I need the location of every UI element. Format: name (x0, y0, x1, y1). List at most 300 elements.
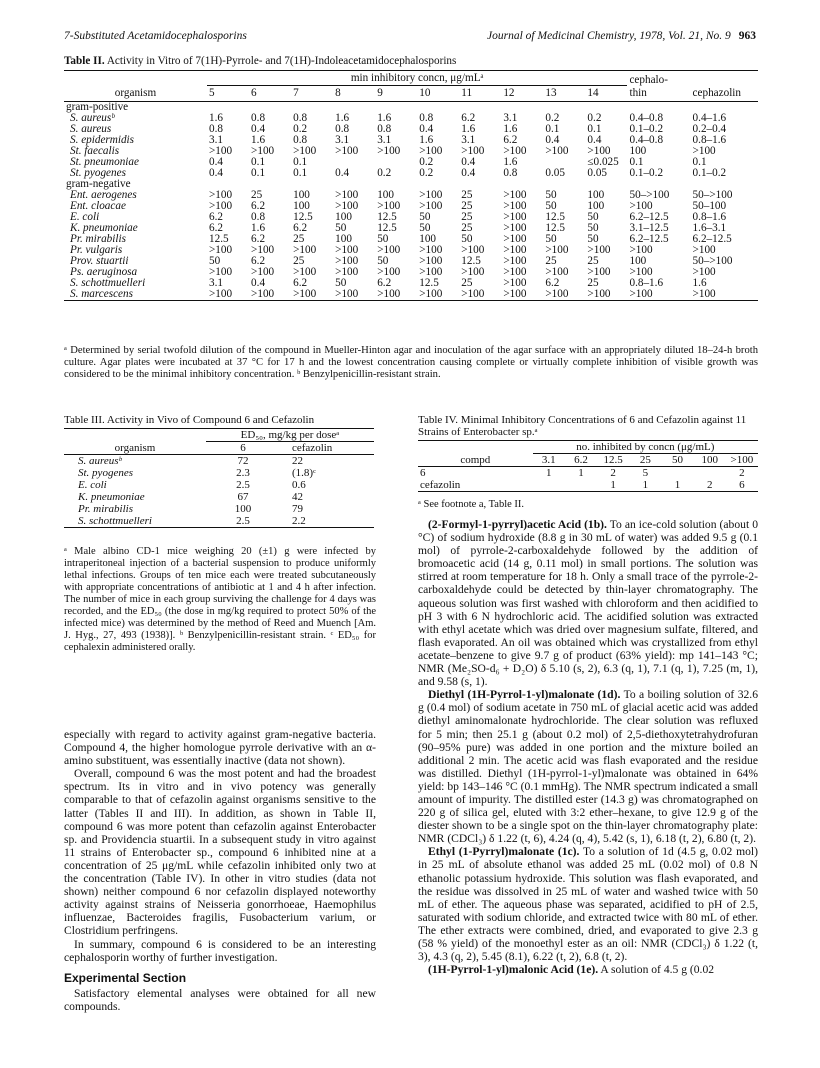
organism-name: K. pneumoniae (70, 222, 138, 234)
mic-value: 3.1 (209, 134, 223, 146)
mic-value: 0.4 (209, 156, 223, 168)
compound-name: 6 (420, 467, 426, 479)
column-header: thin (629, 87, 647, 99)
table-column-header-row (64, 86, 758, 102)
table-3-caption (64, 414, 314, 426)
mic-value: >100 (293, 145, 317, 157)
mic-value: 6.2 (503, 134, 518, 146)
mic-value: 25 (587, 255, 599, 267)
mic-value: 0.1 (692, 156, 707, 168)
experimental-paragraph (418, 688, 758, 845)
ed50-value: 2.2 (292, 515, 306, 527)
ed50-value: 22 (292, 455, 303, 467)
table-rule-cell (418, 492, 758, 493)
table-rule-cell (64, 528, 374, 529)
header-blank (64, 429, 206, 442)
mic-value: 50–>100 (629, 189, 670, 201)
mic-value: 100 (419, 233, 437, 245)
mic-value: >100 (251, 145, 275, 157)
table-row (64, 135, 758, 146)
mic-value: >100 (251, 244, 275, 256)
table-row (64, 479, 374, 491)
mic-value: 100 (587, 189, 605, 201)
mic-value: 6.2–12.5 (629, 211, 669, 223)
table-row (64, 190, 758, 201)
table-header-row (64, 71, 758, 86)
mic-value: >100 (629, 288, 653, 300)
table-4-caption (418, 414, 758, 438)
table-row (64, 234, 758, 245)
mic-value: 0.1 (587, 123, 602, 135)
column-header: 25 (639, 454, 651, 466)
mic-value: 0.1 (251, 156, 266, 168)
organism-name: S. aureus (70, 123, 112, 135)
count-value: 1 (578, 467, 584, 479)
mic-value: 50 (545, 189, 557, 201)
ed50-value: 72 (237, 455, 249, 467)
column-header: 100 (701, 454, 718, 466)
mic-value: 100 (587, 200, 605, 212)
left-column-text (64, 728, 376, 1013)
table-4-label: Table IV. (418, 414, 458, 426)
mic-value: >100 (587, 244, 611, 256)
mic-value: >100 (545, 244, 569, 256)
column-header: cefazolin (292, 442, 333, 454)
column-header: 9 (377, 87, 383, 99)
mic-value: 0.2 (293, 123, 308, 135)
mic-value: 12.5 (461, 255, 481, 267)
mic-value: 6.2 (251, 233, 266, 245)
column-header: 13 (545, 87, 557, 99)
mic-value: 0.2 (545, 112, 560, 124)
mic-value: 25 (293, 233, 305, 245)
mic-value: 0.8 (377, 123, 392, 135)
mic-value: >100 (629, 244, 653, 256)
mic-value: >100 (545, 288, 569, 300)
count-value: 1 (642, 479, 649, 491)
mic-value: 3.1 (209, 277, 223, 289)
compound-heading: (1H-Pyrrol-1-yl)malonic Acid (1e). (428, 963, 599, 977)
ed50-value: 79 (292, 503, 303, 515)
mic-value: >100 (503, 200, 527, 212)
mic-value: 6.2 (293, 222, 308, 234)
mic-value: 50 (545, 233, 557, 245)
mic-value: >100 (461, 145, 485, 157)
organism-name: Ent. aerogenes (70, 189, 137, 201)
mic-value: >100 (503, 233, 527, 245)
mic-value: 1.6 (461, 123, 476, 135)
mic-value: 1.6 (209, 112, 223, 124)
mic-value: 50 (377, 233, 389, 245)
mic-value: 12.5 (377, 211, 397, 223)
mic-value: >100 (587, 145, 611, 157)
mic-value: 50–100 (692, 200, 727, 212)
mic-value: >100 (419, 255, 443, 267)
table-rule (64, 528, 374, 529)
mic-value: 50 (419, 222, 431, 234)
table-2 (64, 70, 758, 301)
mic-value: 50 (419, 211, 431, 223)
mic-value: 1.6 (251, 222, 266, 234)
running-head-left: 7-Substituted Acetamidocephalosporins (64, 30, 247, 42)
mic-value: 0.8 (293, 134, 308, 146)
mic-value: 0.1–0.2 (629, 123, 664, 135)
mic-value: 1.6 (377, 112, 392, 124)
table-row (64, 245, 758, 256)
column-header: organism (114, 441, 156, 454)
table-2-caption (64, 55, 456, 67)
table-row (64, 491, 374, 503)
table-3 (64, 428, 374, 528)
section-paragraph: Satisfactory elemental analyses were obtained for all new compounds. (64, 986, 376, 1013)
column-header: 50 (672, 454, 684, 466)
column-header: 6 (240, 442, 246, 454)
mic-value: >100 (692, 145, 716, 157)
mic-value: 1.6 (503, 123, 518, 135)
mic-value: >100 (377, 244, 401, 256)
column-header: 11 (461, 87, 473, 99)
mic-value: 50 (587, 222, 599, 234)
mic-value: 25 (461, 189, 473, 201)
mic-value: 6.2–12.5 (629, 233, 669, 245)
cephalothin-header-top: cephalo- (629, 73, 668, 86)
mic-value: >100 (419, 244, 443, 256)
column-header: 12.5 (603, 454, 623, 466)
table-spanner-header: no. inhibited by concn (μg/mL) (533, 441, 758, 454)
mic-value: 0.2 (377, 167, 392, 179)
mic-value: 50–>100 (692, 255, 733, 267)
table-2-title: Activity in Vitro of 7(1H)-Pyrrole- and 7(1H)-Indoleacetamidocephalosporins (106, 55, 457, 67)
mic-value: >100 (503, 222, 527, 234)
mic-value: 1.6–3.1 (692, 222, 727, 234)
table-4-title: Minimal Inhibitory Concentrations of 6 and Cefazolin against 11 Strains of Enterobacter sp.ᵃ (418, 414, 747, 438)
mic-value: >100 (209, 244, 233, 256)
mic-value: 6.2 (545, 277, 560, 289)
mic-value: >100 (377, 288, 401, 300)
organism-name: S. schottmuelleri (78, 515, 152, 527)
mic-value: 0.8–1.6 (629, 277, 664, 289)
ed50-value: 67 (237, 491, 249, 503)
mic-value: 25 (545, 255, 557, 267)
mic-value: 25 (251, 189, 263, 201)
mic-value: 50 (587, 211, 599, 223)
mic-value: 0.4 (251, 277, 266, 289)
count-value: 1 (674, 479, 681, 491)
group-label: gram-positive (66, 101, 129, 113)
mic-value: >100 (503, 244, 527, 256)
mic-value: >100 (419, 288, 443, 300)
table-row (64, 168, 758, 179)
ed50-value: 2.5 (236, 515, 250, 527)
table-column-header-row (418, 454, 758, 467)
mic-value: 12.5 (209, 233, 229, 245)
mic-value: 6.2 (377, 277, 392, 289)
organism-name: K. pneumoniae (78, 491, 145, 503)
mic-value: 0.4 (545, 134, 560, 146)
ed50-value: 42 (292, 491, 303, 503)
count-value: 2 (706, 479, 713, 491)
mic-value: 0.8 (335, 123, 350, 135)
mic-value: >100 (503, 255, 527, 267)
table-2-label: Table II. (64, 55, 105, 67)
mic-value: >100 (503, 211, 527, 223)
mic-value: 50 (587, 233, 599, 245)
organism-name: St. pyogenes (78, 467, 133, 479)
count-value (661, 467, 693, 479)
table-3-label: Table III. (64, 414, 105, 426)
running-head-right-group (487, 30, 756, 42)
table-column-header-row (64, 442, 374, 455)
compound-text: To an ice-cold solution (about 0 °C) of sodium hydroxide (8.8 g in 30 mL of water) was added 9.5 g (0.1 mol) of pyrrole-2-carboxaldehyde followed by the addition of bromoacetic acid (14 g, 0.11 mol) in small portions. The solution was stirred at room temperature for 18 h. Only a small trace of the pyrrole-2-carboxaldehyde could be detected by thin-layer chromatography. The aqueous solution was first washed with chloroform and then acidified to pH 3 with 6 N hydrochloric acid. The acidified solution was extracted with ethyl acetate which was dried over magnesium sulfate, filtered, and flash evaporated. An oil was obtained which was crystallized from ethyl acetate–benzene to give 9.7 g of product (63% yield): mp 141–143 °C; NMR (Me₂SO-d₆ + D₂O) δ 5.10 (s, 2), 6.3 (q, 1), 7.1 (q, 1), 7.25 (m, 1), and 9.58 (s, 1). (418, 518, 758, 689)
running-head (64, 30, 756, 42)
mic-value: 6.2 (209, 211, 223, 223)
organism-name: E. coli (70, 211, 100, 223)
table-row (64, 503, 374, 515)
mic-value: 12.5 (419, 277, 439, 289)
mic-value: >100 (629, 266, 653, 278)
mic-value: 50–>100 (692, 189, 733, 201)
mic-value: >100 (503, 288, 527, 300)
mic-value: 0.1 (293, 156, 308, 168)
column-header: 6 (251, 87, 257, 99)
mic-value: >100 (503, 189, 527, 201)
mic-value: 100 (629, 255, 647, 267)
mic-value: 0.2–0.4 (692, 123, 727, 135)
count-value: 2 (610, 467, 616, 479)
mic-value: 0.4 (587, 134, 602, 146)
mic-value: >100 (587, 266, 611, 278)
mic-value: 6.2 (209, 222, 223, 234)
column-header: 10 (419, 87, 431, 99)
mic-value: >100 (293, 266, 317, 278)
mic-value: 0.8 (503, 167, 518, 179)
table-row (64, 467, 374, 479)
experimental-paragraph (418, 518, 758, 688)
mic-value: 0.4 (251, 123, 266, 135)
organism-name: Pr. vulgaris (70, 244, 123, 256)
ed50-value: 2.5 (236, 479, 250, 491)
mic-value: 0.4 (209, 167, 223, 179)
mic-value: >100 (461, 244, 485, 256)
mic-value: 50 (545, 200, 557, 212)
mic-value: >100 (377, 145, 401, 157)
count-value (694, 467, 726, 479)
column-header: 3.1 (541, 454, 556, 466)
page-number: 963 (738, 30, 756, 42)
mic-value: 0.2 (419, 156, 434, 168)
mic-value: >100 (692, 266, 716, 278)
organism-name: St. faecalis (70, 145, 120, 157)
mic-value: >100 (335, 266, 359, 278)
column-header: compd (460, 453, 491, 466)
mic-value: 0.8 (251, 211, 266, 223)
mic-value: >100 (335, 189, 359, 201)
mic-value: 0.8 (251, 112, 266, 124)
count-value (533, 479, 565, 492)
organism-name: S. marcescens (70, 288, 133, 300)
mic-value: 0.1–0.2 (692, 167, 727, 179)
organism-name: Prov. stuartii (70, 255, 129, 267)
mic-value: 0.2 (587, 112, 602, 124)
mic-value: 0.1–0.2 (629, 167, 664, 179)
mic-value: 0.05 (545, 167, 565, 179)
mic-value: 1.6 (251, 134, 266, 146)
mic-value: >100 (251, 266, 275, 278)
mic-value: >100 (503, 266, 527, 278)
compound-text: A solution of 4.5 g (0.02 (598, 963, 715, 977)
header-blank (691, 71, 758, 86)
organism-name: Pr. mirabilis (78, 503, 134, 515)
mic-value: 25 (587, 277, 599, 289)
right-column-text (418, 518, 758, 976)
mic-value: 1.6 (335, 112, 350, 124)
table-spanner-header: ED₅₀, mg/kg per doseᵃ (206, 429, 374, 442)
group-label: gram-negative (66, 178, 131, 190)
table-row (64, 256, 758, 267)
mic-value: >100 (545, 266, 569, 278)
mic-value: 100 (335, 211, 352, 223)
table-header-row (418, 441, 758, 454)
mic-value: >100 (377, 200, 401, 212)
mic-value: 25 (461, 211, 473, 223)
column-header: 14 (587, 87, 599, 99)
mic-value: 50 (335, 277, 347, 289)
mic-value: >100 (209, 288, 233, 300)
table-rule (418, 492, 758, 493)
column-header: cephazolin (692, 87, 742, 99)
mic-value: 100 (629, 145, 647, 157)
count-value: 6 (739, 479, 745, 491)
mic-value: 6.2 (251, 200, 266, 212)
left-paragraph: especially with regard to activity against gram-negative bacteria. Compound 4, the higher homologue pyrrole derivative with an α-amino substituent, was essentially inactive (data not shown). (64, 728, 376, 768)
table-spanner-header: min inhibitory concn, μg/mLᵃ (207, 71, 627, 86)
column-header: 5 (209, 87, 215, 99)
organism-name: S. epidermidis (70, 134, 135, 146)
column-header: >100 (730, 454, 754, 466)
mic-value: >100 (209, 266, 233, 278)
organism-name: St. pyogenes (70, 167, 126, 179)
mic-value: >100 (545, 145, 569, 157)
mic-value: 25 (461, 277, 473, 289)
table-row (64, 515, 374, 528)
count-value (565, 479, 597, 492)
mic-value: 12.5 (545, 211, 565, 223)
column-header: 12 (503, 87, 515, 99)
table-3-footnote: ᵃ Male albino CD-1 mice weighing 20 (±1) g were infected by intraperitoneal injection of a bacterial suspension to produce uniformly lethal infections. Groups of ten mice each were treated subcutaneously with appropriate concentrations of antibiotic at 1 and 4 h after infection. The number of mice in each group surviving the challenge for 4 days was recorded, and the ED₅₀ (the dose in mg/kg required to protect 50% of the infected mice) was determined by the method of Reed and Muench [Am. J. Hyg., 27, 493 (1938)]. ᵇ Benzylpenicillin-resistant strain. ᶜ ED₅₀ for cephalexin administered orally. (64, 546, 376, 653)
mic-value: 3.1–12.5 (629, 222, 669, 234)
mic-value: 1.6 (692, 277, 707, 289)
mic-value: 0.1 (293, 167, 308, 179)
mic-value: >100 (335, 288, 359, 300)
section-heading: Experimental Section (64, 970, 187, 985)
left-paragraph: Overall, compound 6 was the most potent and had the broadest spectrum. Its in vitro and in vivo potency was generally comparable to that of cefazolin against organisms sensitive to the latter (Tables II and III). In addition, as shown in Table II, compound 6 was more potent than cefazolin against Enterobacter sp. and Providencia stuartii. In a subsequent study in vitro against 11 strains of Enterobacter sp., compound 6 inhibited nine at a concentration of 25 μg/mL while cefazolin inhibited only two at the concentration (Table IV). In other in vitro studies (data not shown) neither compound 6 nor cefazolin displayed noteworthy activity against strains of Neisseria gonorrhoeae, Haemophilus influenzae, Bacteroides fragilis, Fusobacterium varium, or Clostridium perfringens. (64, 767, 376, 938)
mic-value: 25 (293, 255, 305, 267)
mic-value: 3.1 (503, 112, 518, 124)
compound-heading: Ethyl (1-Pyrryl)malonate (1c). (428, 845, 580, 859)
mic-value: >100 (335, 200, 359, 212)
mic-value: >100 (587, 288, 611, 300)
organism-name: St. pneumoniae (70, 156, 139, 168)
count-value: 1 (546, 467, 552, 479)
mic-value: >100 (419, 200, 443, 212)
mic-value: 0.1 (251, 167, 266, 179)
mic-value: 100 (377, 189, 394, 201)
organism-name: S. aureusᵇ (70, 112, 115, 124)
table-row (64, 455, 374, 467)
experimental-paragraph (418, 845, 758, 963)
mic-value: 0.8 (293, 112, 308, 124)
table-row (64, 278, 758, 289)
compound-text: To a boiling solution of 32.6 g (0.4 mol) of sodium acetate in 750 mL of glacial acetic acid was added diethyl aminomalonate hydrochloride. The clear solution was refluxed for 5 min; then 25.1 g (about 0.2 mol) of 2,5-diethoxytetrahydrofuran (90–95% pure) was added in one portion and the mixture boiled an additional 2 min. The acetic acid was flash evaporated and the residue was distilled. Diethyl (1H-pyrrol-1-yl)malonate was obtained in 64% yield: bp 143–146 °C (0.1 mmHg). The NMR spectrum indicated a small amount of impurity. The distilled ester (14.3 g) was chromatographed on 220 g of silica gel, eluted with 3:2 ether–hexane, to give 12.9 g of the diester shown to be a single spot on the thin-layer chromatography plate: NMR (CDCl₃) δ 1.22 (t, 6), 4.24 (q, 4), 5.42 (s, 1), 6.18 (t, 2), 6.80 (t, 2). (418, 688, 758, 846)
mic-value: 0.4–0.8 (629, 112, 664, 124)
mic-value: 100 (335, 233, 352, 245)
mic-value: 0.4 (335, 167, 350, 179)
column-header: 7 (293, 87, 299, 99)
mic-value: 6.2 (293, 277, 308, 289)
mic-value: 12.5 (293, 211, 313, 223)
organism-name: S. aureusᵇ (78, 455, 122, 467)
running-head-journal: Journal of Medicinal Chemistry, 1978, Vol. 21, No. 9 (487, 30, 731, 42)
organism-name: Pr. mirabilis (70, 233, 126, 245)
mic-value: 0.8–1.6 (692, 134, 727, 146)
mic-value: 0.4–0.8 (629, 134, 664, 146)
ed50-value: 2.3 (236, 467, 250, 479)
mic-value: >100 (335, 244, 359, 256)
compound-name: cefazolin (420, 479, 461, 491)
table-header-row (64, 429, 374, 442)
mic-value: >100 (209, 145, 233, 157)
mic-value: >100 (293, 288, 317, 300)
mic-value: 25 (461, 222, 473, 234)
mic-value: >100 (251, 288, 275, 300)
mic-value: >100 (461, 288, 485, 300)
mic-value: >100 (503, 145, 527, 157)
mic-value: ≤0.025 (587, 156, 619, 168)
table-row (418, 467, 758, 479)
count-value: 5 (642, 467, 649, 479)
table-row (64, 146, 758, 157)
compound-text: To a solution of 1d (4.5 g, 0.02 mol) in 25 mL of absolute ethanol was added 25 mL (0.02 mol) of 0.8 N ethanolic potassium hydroxide. This solution was flash evaporated, and the residue was dissolved in 25 mL of water and washed twice with 50 mL of ether. The aqueous phase was separated, acidified to pH of 2.5, saturated with sodium chloride, and extracted twice with 80 mL of ether. The ether extracts were combined, dried, and evaporated to give 2.3 g (58 % yield) of the monoethyl ester as an oil: NMR (CDCl₃) δ 1.22 (t, 3), 4.3 (q, 2), 5.45 (8.1), 6.22 (t, 2), 6.8 (t, 2). (418, 845, 758, 964)
compound-heading: Diethyl (1H-Pyrrol-1-yl)malonate (1d). (428, 688, 621, 702)
mic-value: 50 (209, 255, 221, 267)
table-rule (64, 301, 758, 302)
mic-value: 0.1 (545, 123, 560, 135)
mic-value: 0.4 (461, 167, 476, 179)
table-4 (418, 440, 758, 492)
column-header: organism (114, 87, 157, 99)
table-row (64, 289, 758, 301)
mic-value: 0.1 (629, 156, 644, 168)
count-value: 1 (610, 479, 616, 491)
mic-value: 0.05 (587, 167, 607, 179)
mic-value: 3.1 (377, 134, 392, 146)
mic-value: >100 (335, 255, 359, 267)
mic-value: 6.2–12.5 (692, 233, 732, 245)
mic-value: 0.4 (461, 156, 476, 168)
mic-value: 25 (461, 200, 473, 212)
table-4-footnote: ᵃ See footnote a, Table II. (418, 499, 525, 510)
mic-value: 0.8 (419, 112, 434, 124)
mic-value: >100 (629, 200, 653, 212)
mic-value: >100 (692, 288, 716, 300)
mic-value: 3.1 (335, 134, 350, 146)
mic-value: 6.2 (251, 255, 266, 267)
organism-name: S. schottmuelleri (70, 277, 146, 289)
mic-value: >100 (377, 266, 401, 278)
mic-value: >100 (692, 244, 716, 256)
mic-value: 6.2 (461, 112, 476, 124)
mic-value: 0.2 (419, 167, 434, 179)
